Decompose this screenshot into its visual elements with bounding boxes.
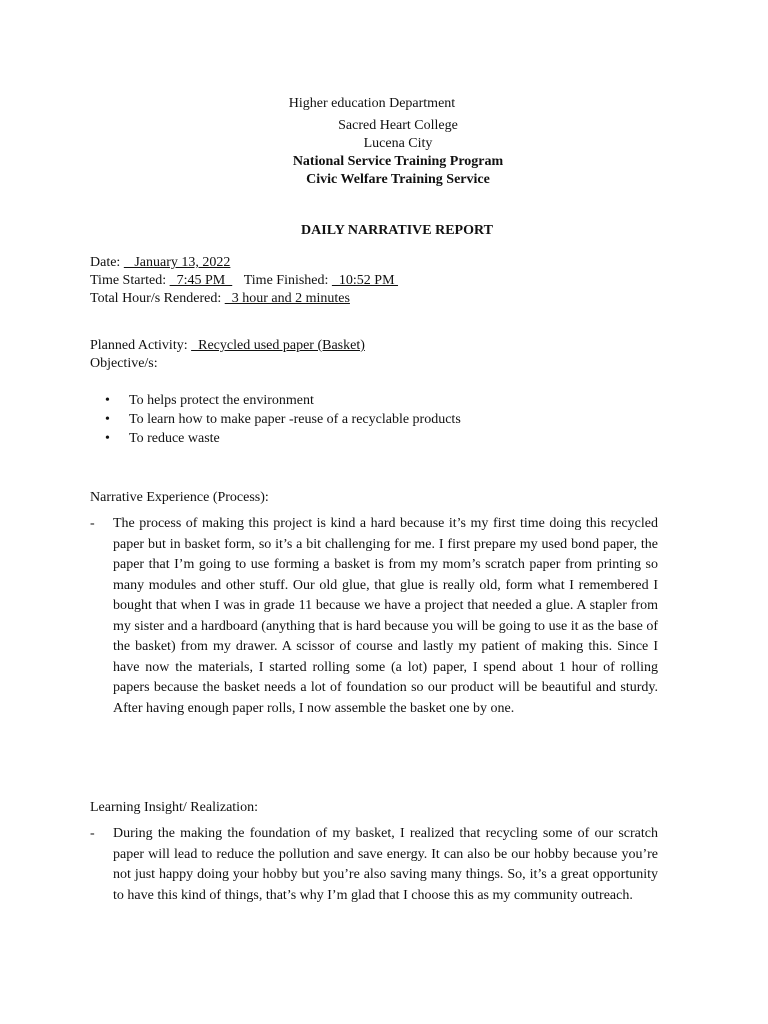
dash-marker: - — [90, 516, 95, 531]
list-item: • To reduce waste — [90, 429, 461, 448]
department-line: Higher education Department — [288, 96, 456, 111]
insight-paragraph — [90, 824, 658, 906]
school-name: Sacred Heart College — [338, 118, 458, 133]
component-title: Civic Welfare Training Service — [306, 172, 490, 187]
planned-activity-value: Recycled used paper (Basket) — [191, 338, 365, 353]
time-line — [90, 272, 398, 290]
report-title: DAILY NARRATIVE REPORT — [301, 223, 493, 238]
list-item: • To helps protect the environment — [90, 391, 461, 410]
time-started-value: 7:45 PM — [169, 273, 233, 288]
planned-activity-label: Planned Activity: — [90, 338, 188, 353]
dash-marker: - — [90, 826, 95, 841]
hours-label: Total Hour/s Rendered: — [90, 291, 222, 306]
hours-line — [90, 290, 350, 308]
time-finished-value: 10:52 PM — [331, 273, 399, 288]
insight-heading: Learning Insight/ Realization: — [90, 800, 258, 815]
program-title: National Service Training Program — [292, 154, 504, 169]
objectives-label: Objective/s: — [90, 356, 158, 371]
insight-text: During the making the foundation of my basket, I realized that recycling some of our scratch paper will lead to reduce the pollution and save energy. It can also be our hobby because you’re not just happy doing your hobby but you’re also saving many things. So, it’s a great opportunity to have this kind of things, that’s why I’m glad that I choose this as my community outreach. — [113, 826, 658, 903]
narrative-text: The process of making this project is kind a hard because it’s my first time doing this recycled paper but in basket form, so it’s a bit challenging for me. I first prepare my used bond paper, the paper that I’m going to use forming a basket is from my mom’s scratch paper from printing so many modules and other stuff. Our old glue, that glue is really old, form what I remembered I bought that when I was in grade 11 because we have a project that needed a glue. A stapler from my sister and a hardboard (anything that is hard because you will be going to use it as the base of the basket) from my drawer. A scissor of course and lastly my patient of making this. Since I have now the materials, I started rolling some (a lot) paper, I spend about 1 hour of rolling papers because the basket needs a lot of foundation so our product will be beautiful and sturdy. After having enough paper rolls, I now assemble the basket one by one. — [113, 516, 658, 716]
narrative-paragraph — [90, 514, 658, 719]
planned-activity-line — [90, 337, 365, 355]
time-finished-label: Time Finished: — [243, 273, 329, 288]
date-line — [90, 254, 230, 272]
date-value: January 13, 2022 — [123, 255, 231, 270]
date-label: Date: — [90, 255, 121, 270]
narrative-heading: Narrative Experience (Process): — [90, 490, 269, 505]
time-started-label: Time Started: — [90, 273, 167, 288]
city-line: Lucena City — [363, 136, 433, 151]
hours-value: 3 hour and 2 minutes — [224, 291, 350, 306]
objectives-list — [90, 391, 461, 448]
list-item: • To learn how to make paper -reuse of a recyclable products — [90, 410, 461, 429]
